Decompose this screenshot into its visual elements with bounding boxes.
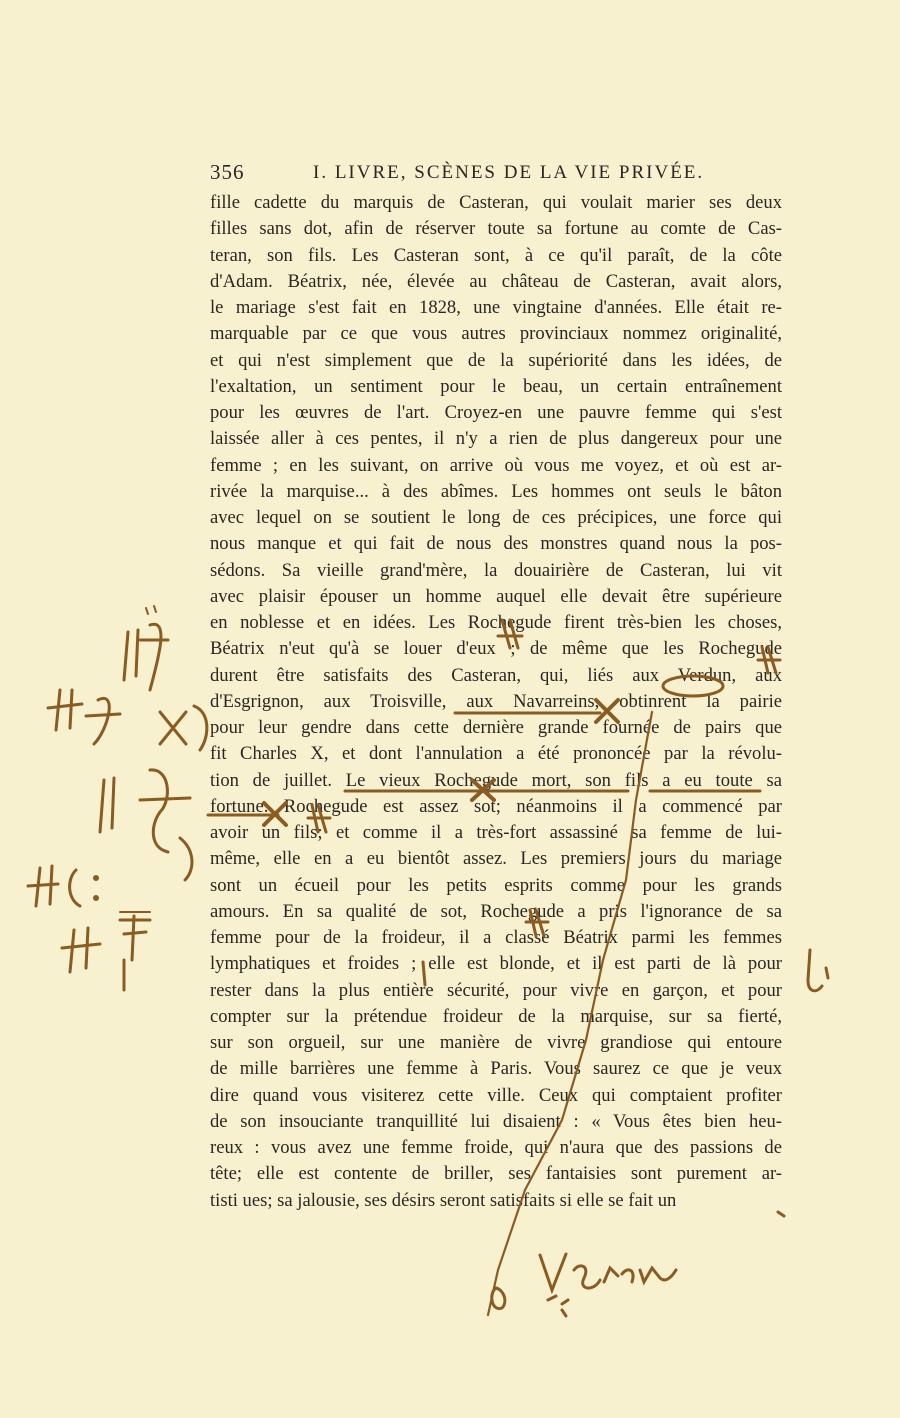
text-line: et qui n'est simplement que de la supériorité dans les idées, de bbox=[210, 349, 782, 371]
text-line: marquable par ce que vous autres provinciaux nommez originalité, bbox=[210, 323, 782, 345]
running-head: I. LIVRE, SCÈNES DE LA VIE PRIVÉE. bbox=[313, 162, 705, 183]
text-line: en noblesse et en idées. Les Rochegude firent très-bien les choses, bbox=[210, 612, 782, 633]
text-line: compter sur la prétendue froideur de la marquise, sur sa fierté, bbox=[210, 1005, 782, 1027]
page-number: 356 bbox=[210, 160, 245, 184]
text-line: amours. En sa qualité de sot, Rochegude a pris l'ignorance de sa bbox=[210, 900, 782, 922]
text-line: lymphatiques et froides ; elle est blonde, et il est parti de là pour bbox=[210, 953, 782, 975]
text-line: avec plaisir épouser un homme auquel elle devait être supérieure bbox=[210, 585, 782, 607]
text-line: pour leur gendre dans cette dernière grande fournée de pairs que bbox=[210, 717, 782, 738]
text-line: rivée la marquise... à des abîmes. Les hommes ont seuls le bâton bbox=[210, 480, 782, 502]
text-line: tisti ues; sa jalousie, ses désirs seront satisfaits si elle se fait un bbox=[210, 1189, 677, 1211]
margin-mark bbox=[28, 866, 58, 906]
signature-stroke bbox=[540, 1254, 676, 1290]
text-line: sédons. Sa vieille grand'mère, la douairière de Casteran, lui vit bbox=[210, 559, 782, 581]
margin-mark bbox=[180, 838, 192, 880]
text-line: teran, son fils. Les Casteran sont, à ce qu'il paraît, de la côte bbox=[210, 244, 782, 266]
text-line: laissée aller à ces pentes, il n'y a rien de plus dangereux pour une bbox=[210, 428, 782, 450]
margin-mark bbox=[86, 698, 120, 744]
text-line: sont un écueil pour les petits esprits comme pour les grands bbox=[210, 874, 782, 896]
margin-dot bbox=[93, 875, 99, 881]
page-header bbox=[210, 160, 782, 188]
text-line: fille cadette du marquis de Casteran, qui voulait marier ses deux bbox=[210, 192, 782, 213]
text-line: tête; elle est contente de briller, ses fantaisies sont purement ar- bbox=[210, 1163, 782, 1185]
text-line: nous manque et qui fait de nous des monstres quand nous la pos- bbox=[210, 533, 782, 555]
text-line: d'Adam. Béatrix, née, élevée au château de Casteran, avait alors, bbox=[210, 270, 782, 292]
margin-mark bbox=[70, 870, 80, 906]
margin-mark bbox=[62, 928, 100, 972]
margin-mark bbox=[194, 706, 207, 750]
text-line: Béatrix n'eut qu'à se louer d'eux ; de même que les Rochegude bbox=[210, 638, 782, 660]
text-line: filles sans dot, afin de réserver toute sa fortune au comte de Cas- bbox=[210, 218, 782, 240]
margin-mark bbox=[160, 712, 186, 744]
text-line: tion de juillet. Le vieux Rochegude mort, son fils a eu toute sa bbox=[210, 769, 782, 791]
text-line: femme pour de la froideur, il a classé Béatrix parmi les femmes bbox=[210, 927, 782, 948]
text-line: le mariage s'est fait en 1828, une vingtaine d'années. Elle était re- bbox=[210, 297, 782, 318]
signature-stroke bbox=[492, 1288, 505, 1309]
margin-mark bbox=[140, 624, 168, 690]
text-line: de son insouciante tranquillité lui disaient : « Vous êtes bien heu- bbox=[210, 1110, 782, 1132]
text-line: dire quand vous visiterez cette ville. Ceux qui comptaient profiter bbox=[210, 1084, 782, 1106]
margin-mark bbox=[100, 778, 114, 832]
text-line: reux : vous avez une femme froide, qui n'aura que des passions de bbox=[210, 1137, 782, 1158]
text-line: durent être satisfaits des Casteran, qui, liés aux Verdun, aux bbox=[210, 664, 782, 686]
margin-mark bbox=[48, 690, 82, 730]
text-line: l'exaltation, un sentiment pour le beau, un certain entraînement bbox=[210, 375, 782, 397]
margin-mark bbox=[124, 630, 138, 680]
margin-mark bbox=[120, 916, 150, 960]
text-line: fit Charles X, et dont l'annulation a été prononcée par la révolu- bbox=[210, 743, 782, 765]
text-line: d'Esgrignon, aux Troisville, aux Navarreins, obtinrent la pairie bbox=[210, 690, 782, 712]
text-line: fortune. Rochegude est assez sot; néanmoins il a commencé par bbox=[210, 795, 782, 817]
text-line: de mille barrières une femme à Paris. Vous saurez ce que je veux bbox=[210, 1058, 782, 1080]
margin-mark bbox=[146, 606, 156, 614]
margin-mark bbox=[140, 770, 190, 852]
text-line: même, elle en a eu bientôt assez. Les premiers jours du mariage bbox=[210, 848, 782, 870]
text-line: pour les œuvres de l'art. Croyez-en une pauvre femme qui s'est bbox=[210, 402, 782, 423]
margin-mark bbox=[808, 950, 822, 991]
margin-mark bbox=[826, 968, 828, 978]
text-line: avoir un fils; et comme il a très-fort assassiné sa femme de lui- bbox=[210, 822, 782, 843]
margin-dot bbox=[93, 895, 99, 901]
signature-stroke bbox=[548, 1296, 568, 1316]
text-line: avec lequel on se soutient le long de ces précipices, une force qui bbox=[210, 507, 782, 528]
text-line: femme ; en les suivant, on arrive où vous me voyez, et où est ar- bbox=[210, 454, 782, 476]
text-line: rester dans la plus entière sécurité, pour vivre en garçon, et pour bbox=[210, 979, 782, 1001]
body-text bbox=[210, 190, 782, 1214]
text-line: sur son orgueil, sur une manière de vivre grandiose qui entoure bbox=[210, 1032, 782, 1053]
